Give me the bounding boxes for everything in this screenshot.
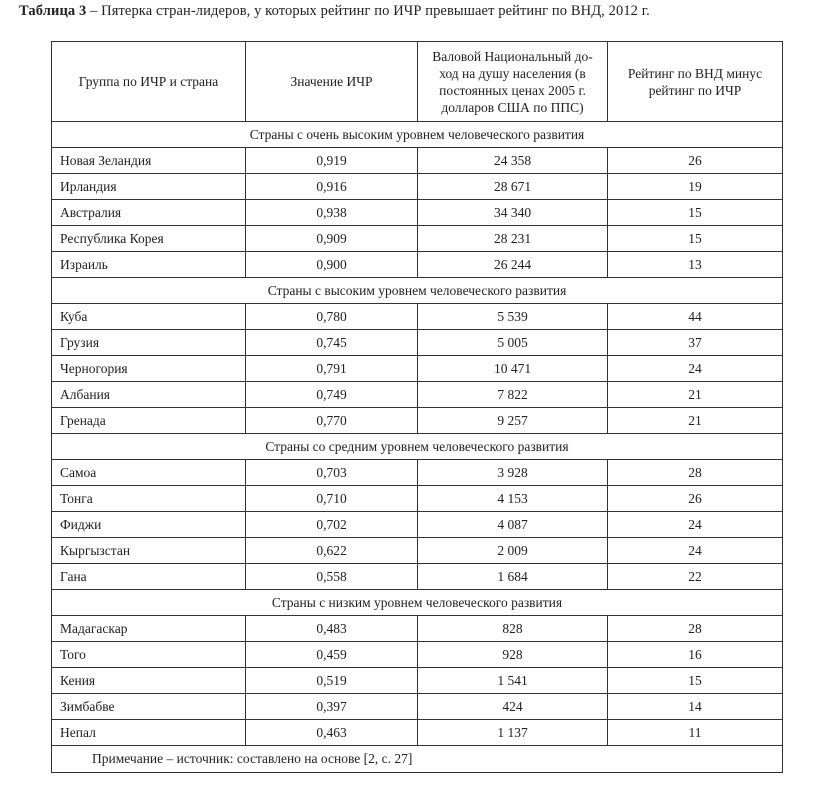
hdi-table — [51, 41, 783, 773]
hdi-value-cell: 0,519 — [246, 668, 418, 694]
table-note-row — [52, 746, 783, 773]
rank-difference-cell: 15 — [608, 668, 783, 694]
hdi-value-cell: 0,702 — [246, 512, 418, 538]
country-cell: Гана — [52, 564, 246, 590]
hdi-value-cell: 0,791 — [246, 356, 418, 382]
gni-value-cell: 4 087 — [418, 512, 608, 538]
table-row — [52, 642, 783, 668]
hdi-value-cell: 0,916 — [246, 174, 418, 200]
table-row — [52, 226, 783, 252]
table-row — [52, 200, 783, 226]
rank-difference-cell: 37 — [608, 330, 783, 356]
country-cell: Новая Зеландия — [52, 148, 246, 174]
table-row — [52, 408, 783, 434]
rank-difference-cell: 28 — [608, 616, 783, 642]
rank-difference-cell: 15 — [608, 200, 783, 226]
table-row — [52, 304, 783, 330]
gni-value-cell: 10 471 — [418, 356, 608, 382]
rank-difference-cell: 28 — [608, 460, 783, 486]
gni-value-cell: 928 — [418, 642, 608, 668]
hdi-value-cell: 0,780 — [246, 304, 418, 330]
rank-difference-cell: 24 — [608, 512, 783, 538]
gni-value-cell: 26 244 — [418, 252, 608, 278]
rank-difference-cell: 11 — [608, 720, 783, 746]
gni-value-cell: 3 928 — [418, 460, 608, 486]
table-note: Примечание – источник: составлено на основе [2, с. 27] — [52, 746, 783, 773]
rank-difference-cell: 21 — [608, 382, 783, 408]
gni-value-cell: 424 — [418, 694, 608, 720]
rank-difference-cell: 44 — [608, 304, 783, 330]
table-caption-text: – Пятерка стран-лидеров, у которых рейтинг по ИЧР превышает рейтинг по ВНД, 2012 г. — [86, 3, 650, 19]
group-title: Страны со средним уровнем человеческого развития — [52, 434, 783, 460]
group-header-row — [52, 122, 783, 148]
gni-value-cell: 1 541 — [418, 668, 608, 694]
table-row — [52, 694, 783, 720]
header-gni-per-capita-text: Валовой Национальный до-ход на душу населения (в постоянных ценах 2005 г. долларов США по ППС) — [432, 48, 593, 115]
rank-difference-cell: 24 — [608, 538, 783, 564]
hdi-value-cell: 0,397 — [246, 694, 418, 720]
table-row — [52, 382, 783, 408]
table-caption — [19, 3, 650, 20]
country-cell: Черногория — [52, 356, 246, 382]
group-header-row — [52, 434, 783, 460]
table-row — [52, 512, 783, 538]
rank-difference-cell: 16 — [608, 642, 783, 668]
country-cell: Куба — [52, 304, 246, 330]
hdi-value-cell: 0,703 — [246, 460, 418, 486]
country-cell: Фиджи — [52, 512, 246, 538]
hdi-value-cell: 0,710 — [246, 486, 418, 512]
table-body — [52, 122, 783, 746]
table-row — [52, 356, 783, 382]
hdi-value-cell: 0,938 — [246, 200, 418, 226]
table-header-row — [52, 42, 783, 122]
country-cell: Республика Корея — [52, 226, 246, 252]
rank-difference-cell: 24 — [608, 356, 783, 382]
table-row — [52, 668, 783, 694]
gni-value-cell: 28 671 — [418, 174, 608, 200]
country-cell: Непал — [52, 720, 246, 746]
table-row — [52, 148, 783, 174]
gni-value-cell: 24 358 — [418, 148, 608, 174]
group-title: Страны с высоким уровнем человеческого развития — [52, 278, 783, 304]
rank-difference-cell: 22 — [608, 564, 783, 590]
table-row — [52, 330, 783, 356]
group-header-row — [52, 590, 783, 616]
table-row — [52, 538, 783, 564]
rank-difference-cell: 26 — [608, 148, 783, 174]
country-cell: Кения — [52, 668, 246, 694]
gni-value-cell: 9 257 — [418, 408, 608, 434]
hdi-value-cell: 0,558 — [246, 564, 418, 590]
table-row — [52, 486, 783, 512]
country-cell: Албания — [52, 382, 246, 408]
country-cell: Ирландия — [52, 174, 246, 200]
header-gni-per-capita — [418, 42, 608, 122]
hdi-table-container — [51, 41, 782, 773]
rank-difference-cell: 19 — [608, 174, 783, 200]
table-row — [52, 720, 783, 746]
rank-difference-cell: 14 — [608, 694, 783, 720]
group-header-row — [52, 278, 783, 304]
gni-value-cell: 34 340 — [418, 200, 608, 226]
gni-value-cell: 7 822 — [418, 382, 608, 408]
table-row — [52, 616, 783, 642]
country-cell: Австралия — [52, 200, 246, 226]
country-cell: Того — [52, 642, 246, 668]
gni-value-cell: 2 009 — [418, 538, 608, 564]
country-cell: Зимбабве — [52, 694, 246, 720]
hdi-value-cell: 0,900 — [246, 252, 418, 278]
hdi-value-cell: 0,919 — [246, 148, 418, 174]
country-cell: Грузия — [52, 330, 246, 356]
header-group-country: Группа по ИЧР и страна — [52, 42, 246, 122]
hdi-value-cell: 0,909 — [246, 226, 418, 252]
country-cell: Кыргызстан — [52, 538, 246, 564]
header-gni-minus-hdi-rank — [608, 42, 783, 122]
group-title: Страны с очень высоким уровнем человеческого развития — [52, 122, 783, 148]
group-title: Страны с низким уровнем человеческого развития — [52, 590, 783, 616]
hdi-value-cell: 0,745 — [246, 330, 418, 356]
country-cell: Самоа — [52, 460, 246, 486]
gni-value-cell: 5 539 — [418, 304, 608, 330]
hdi-value-cell: 0,459 — [246, 642, 418, 668]
hdi-value-cell: 0,622 — [246, 538, 418, 564]
header-gni-minus-hdi-rank-text: Рейтинг по ВНД минус рейтинг по ИЧР — [627, 65, 763, 98]
table-row — [52, 174, 783, 200]
gni-value-cell: 1 137 — [418, 720, 608, 746]
rank-difference-cell: 26 — [608, 486, 783, 512]
hdi-value-cell: 0,463 — [246, 720, 418, 746]
table-caption-label: Таблица 3 — [19, 3, 87, 19]
hdi-value-cell: 0,749 — [246, 382, 418, 408]
gni-value-cell: 1 684 — [418, 564, 608, 590]
rank-difference-cell: 21 — [608, 408, 783, 434]
gni-value-cell: 828 — [418, 616, 608, 642]
country-cell: Гренада — [52, 408, 246, 434]
hdi-value-cell: 0,483 — [246, 616, 418, 642]
gni-value-cell: 28 231 — [418, 226, 608, 252]
header-hdi-value: Значение ИЧР — [246, 42, 418, 122]
table-row — [52, 252, 783, 278]
hdi-value-cell: 0,770 — [246, 408, 418, 434]
rank-difference-cell: 13 — [608, 252, 783, 278]
rank-difference-cell: 15 — [608, 226, 783, 252]
table-row — [52, 460, 783, 486]
country-cell: Израиль — [52, 252, 246, 278]
gni-value-cell: 4 153 — [418, 486, 608, 512]
table-row — [52, 564, 783, 590]
gni-value-cell: 5 005 — [418, 330, 608, 356]
country-cell: Тонга — [52, 486, 246, 512]
country-cell: Мадагаскар — [52, 616, 246, 642]
